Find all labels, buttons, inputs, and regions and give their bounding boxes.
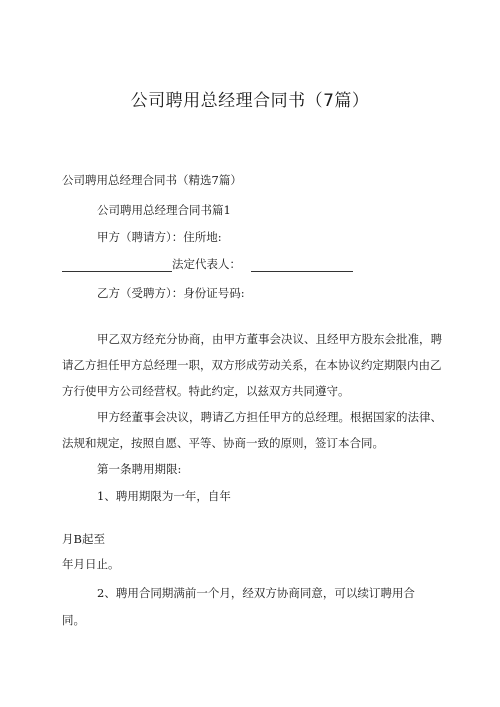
para1-line-3: 方行使甲方公司经营权。特此约定，以兹双方共同遵守。 — [62, 384, 350, 398]
item-2-line-2: 同。 — [62, 613, 85, 627]
legal-rep-line — [62, 256, 353, 272]
para1-line-2: 请乙方担任甲方总经理一职，双方形成劳动关系，在本协议约定期限内由乙 — [62, 358, 442, 372]
signature-blank-right — [251, 259, 353, 272]
item-1-line: 1、聘用期限为一年，自年 — [97, 489, 231, 503]
article-1-heading: 第一条聘用期限: — [97, 462, 182, 476]
document-subtitle: 公司聘用总经理合同书（精选7篇） — [62, 173, 242, 187]
section-heading: 公司聘用总经理合同书篇1 — [97, 203, 231, 217]
month-day-from-line: 月B起至 — [62, 532, 105, 546]
item-2-line-1: 2、聘用合同期满前一个月，经双方协商同意，可以续订聘用合 — [97, 586, 415, 600]
party-a-line: 甲方（聘请方）：住所地: — [97, 230, 222, 244]
document-title: 公司聘用总经理合同书（7篇） — [130, 91, 370, 111]
para1-line-1: 甲乙双方经充分协商，由甲方董事会决议、且经甲方股东会批准，聘 — [97, 332, 442, 346]
signature-blank-left — [62, 259, 172, 272]
end-date-line: 年月日止。 — [62, 557, 120, 571]
para2-line-2: 法规和规定，按照自愿、平等、协商一致的原则，签订本合同。 — [62, 436, 384, 450]
legal-rep-label: 法定代表人： — [172, 257, 241, 271]
para2-line-1: 甲方经董事会决议，聘请乙方担任甲方的总经理。根据国家的法律、 — [97, 410, 442, 424]
party-b-line: 乙方（受聘方）：身份证号码: — [97, 286, 245, 300]
